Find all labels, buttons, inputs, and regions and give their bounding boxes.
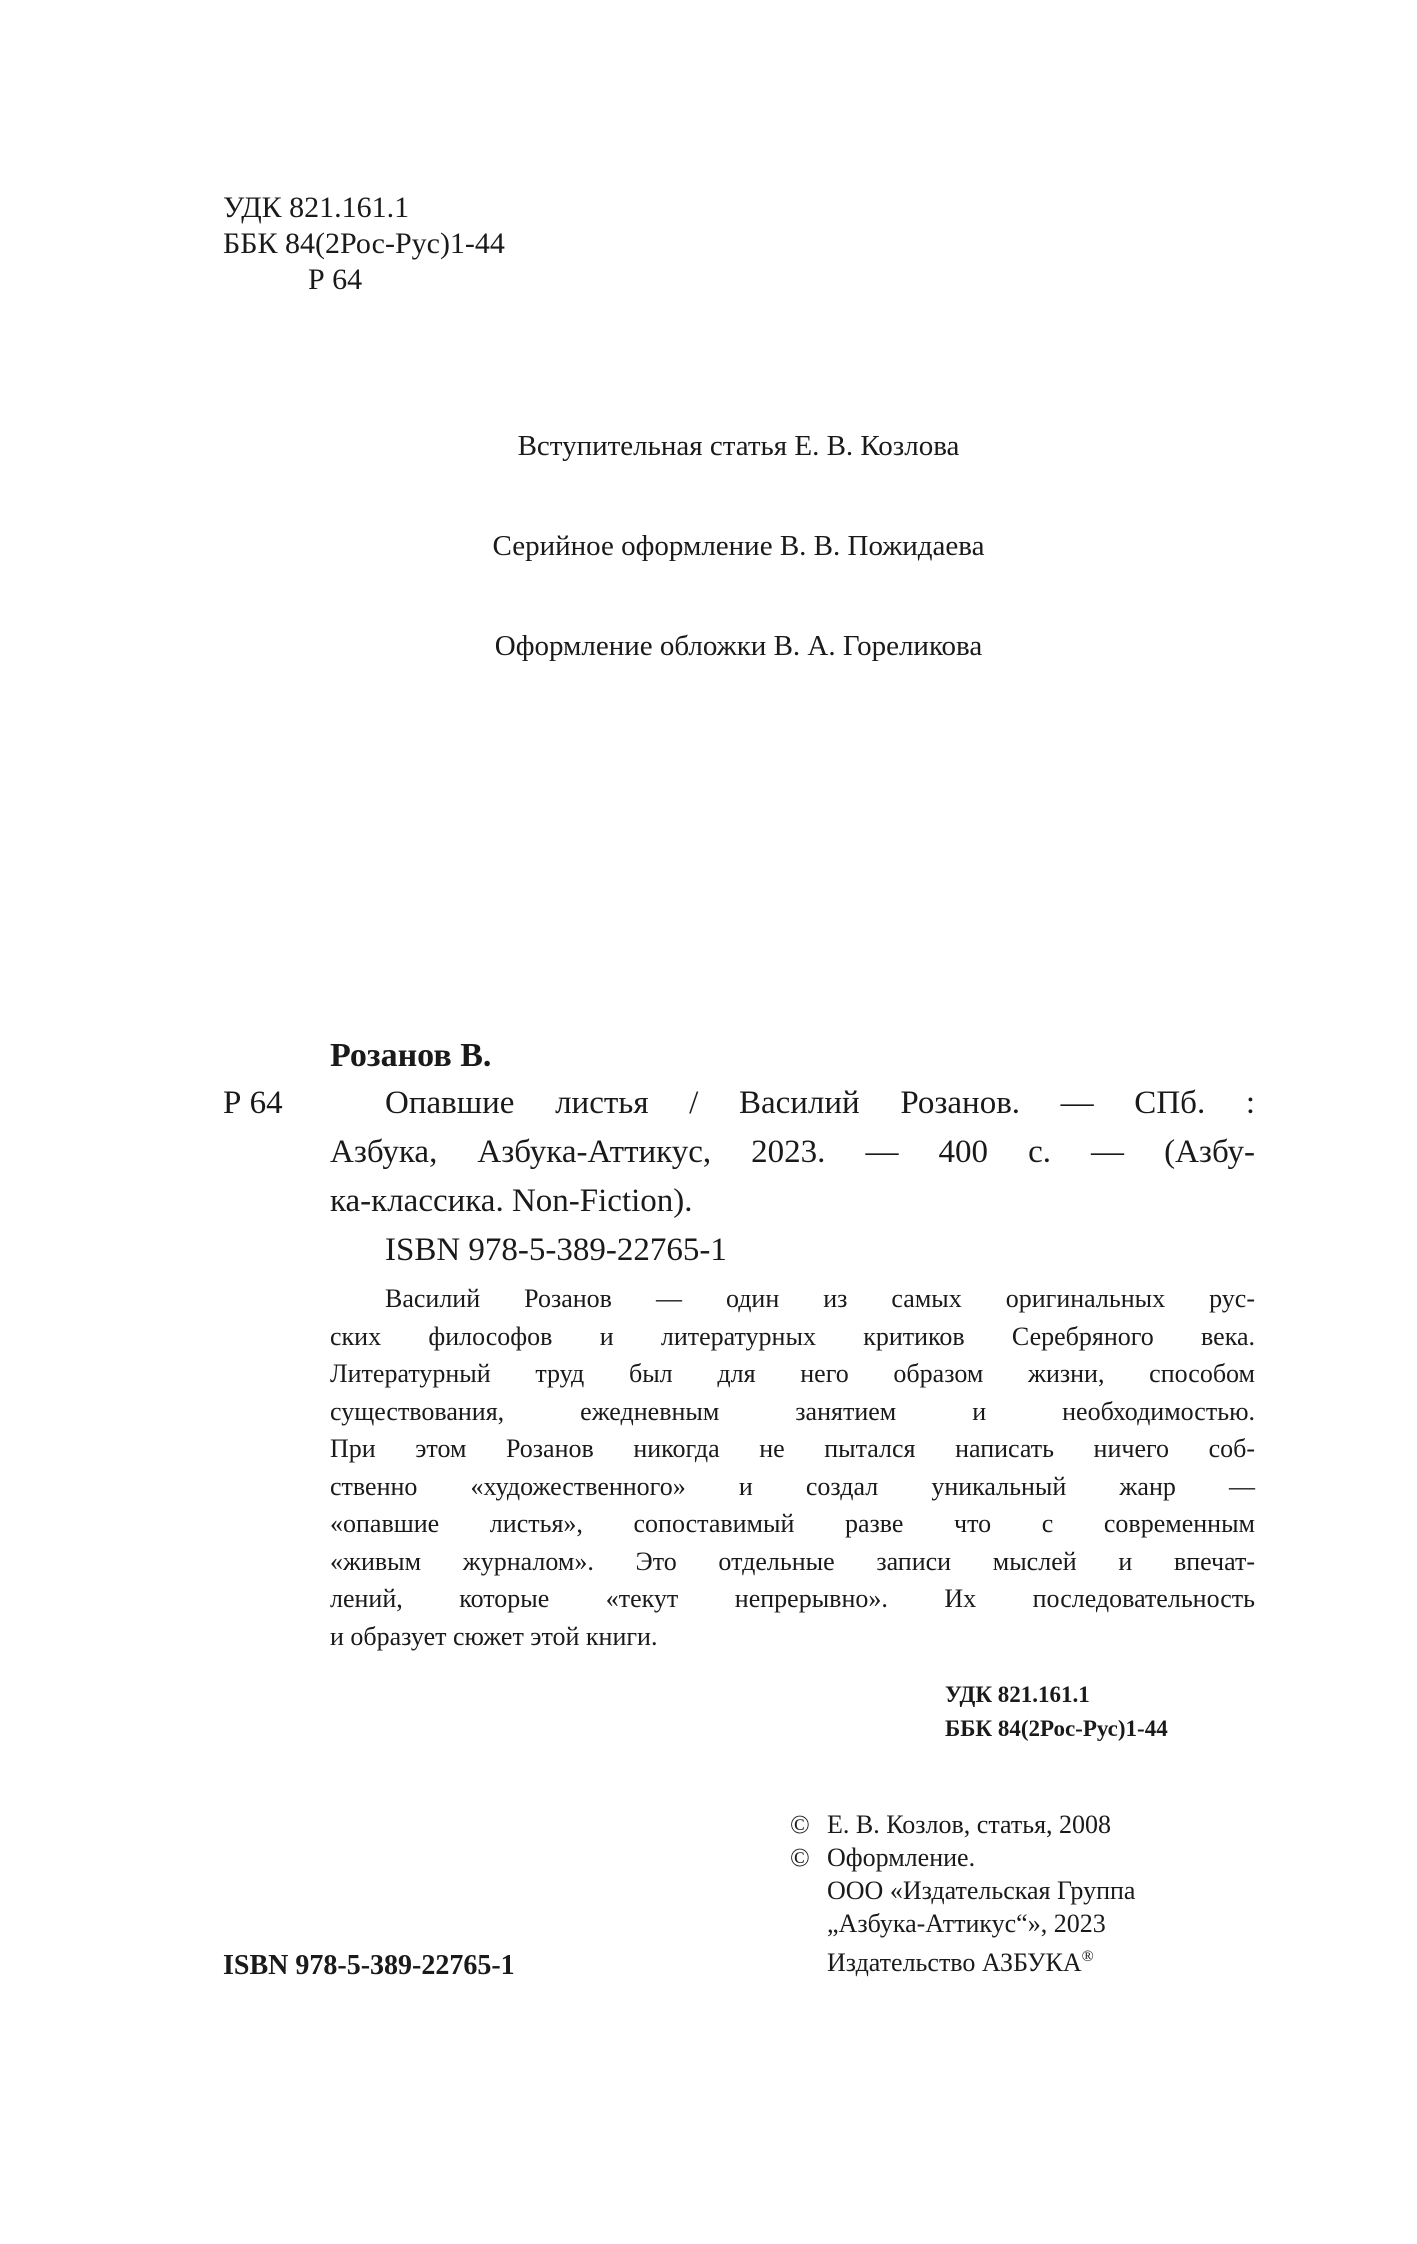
copyright-publisher-line: Издательство АЗБУКА bbox=[827, 1948, 1082, 1977]
card-classification-codes bbox=[945, 1678, 1168, 1746]
classification-codes bbox=[223, 190, 505, 298]
annotation-line: «живым журналом». Это отдельные записи мыслей и впечат- bbox=[330, 1546, 1255, 1576]
biblio-line: Азбука, Азбука-Аттикус, 2023. — 400 с. — (Азбу- bbox=[330, 1134, 1255, 1170]
biblio-line: Опавшие листья / Василий Розанов. — СПб. : bbox=[385, 1085, 1255, 1121]
annotation-line: Василий Розанов — один из самых оригинальных рус- bbox=[385, 1284, 1255, 1313]
author-mark: Р 64 bbox=[308, 263, 363, 296]
annotation-line: существования, ежедневным занятием и необходимостью. bbox=[330, 1396, 1255, 1426]
annotation-line: Литературный труд был для него образом жизни, способом bbox=[330, 1359, 1255, 1388]
catalog-code: Р 64 bbox=[223, 1085, 283, 1121]
annotation-line: «опавшие листья», сопоставимый разве что с современным bbox=[330, 1509, 1255, 1538]
registered-mark: ® bbox=[1081, 1948, 1094, 1965]
copyright-publisher-line: „Азбука-Аттикус“», 2023 bbox=[827, 1909, 1106, 1938]
bbk-code: ББК 84(2Рос-Рус)1-44 bbox=[223, 227, 505, 260]
annotation-line: лений, которые «текут непрерывно». Их последовательность bbox=[330, 1584, 1255, 1613]
isbn-bottom: ISBN 978-5-389-22765-1 bbox=[223, 1950, 515, 1981]
copyright-article: Е. В. Козлов, статья, 2008 bbox=[827, 1810, 1112, 1839]
series-design-credit: Серийное оформление В. В. Пожидаева bbox=[492, 530, 985, 562]
biblio-line: ка-классика. Non-Fiction). bbox=[330, 1183, 693, 1219]
copyright-symbol: © bbox=[790, 1810, 810, 1839]
copyright-publisher-line: ООО «Издательская Группа bbox=[827, 1876, 1136, 1905]
udk-code: УДК 821.161.1 bbox=[223, 191, 410, 224]
copyright-design-label: Оформление. bbox=[827, 1843, 976, 1872]
copyright-symbol: © bbox=[790, 1843, 810, 1872]
card-bbk-code: ББК 84(2Рос-Рус)1-44 bbox=[945, 1716, 1168, 1741]
annotation-line: ственно «художественного» и создал уникальный жанр — bbox=[330, 1471, 1255, 1501]
annotation-line: ских философов и литературных критиков Серебряного века. bbox=[330, 1321, 1255, 1351]
catalog-author: Розанов В. bbox=[330, 1037, 492, 1074]
copyright-block bbox=[790, 1808, 1135, 1979]
isbn-line: ISBN 978-5-389-22765-1 bbox=[385, 1232, 727, 1268]
annotation-line: При этом Розанов никогда не пытался написать ничего соб- bbox=[330, 1434, 1255, 1463]
annotation bbox=[330, 1280, 1255, 1655]
intro-credit: Вступительная статья Е. В. Козлова bbox=[517, 430, 960, 462]
card-udk-code: УДК 821.161.1 bbox=[945, 1682, 1090, 1707]
cover-design-credit: Оформление обложки В. А. Гореликова bbox=[494, 630, 983, 662]
annotation-line: и образует сюжет этой книги. bbox=[330, 1621, 658, 1651]
